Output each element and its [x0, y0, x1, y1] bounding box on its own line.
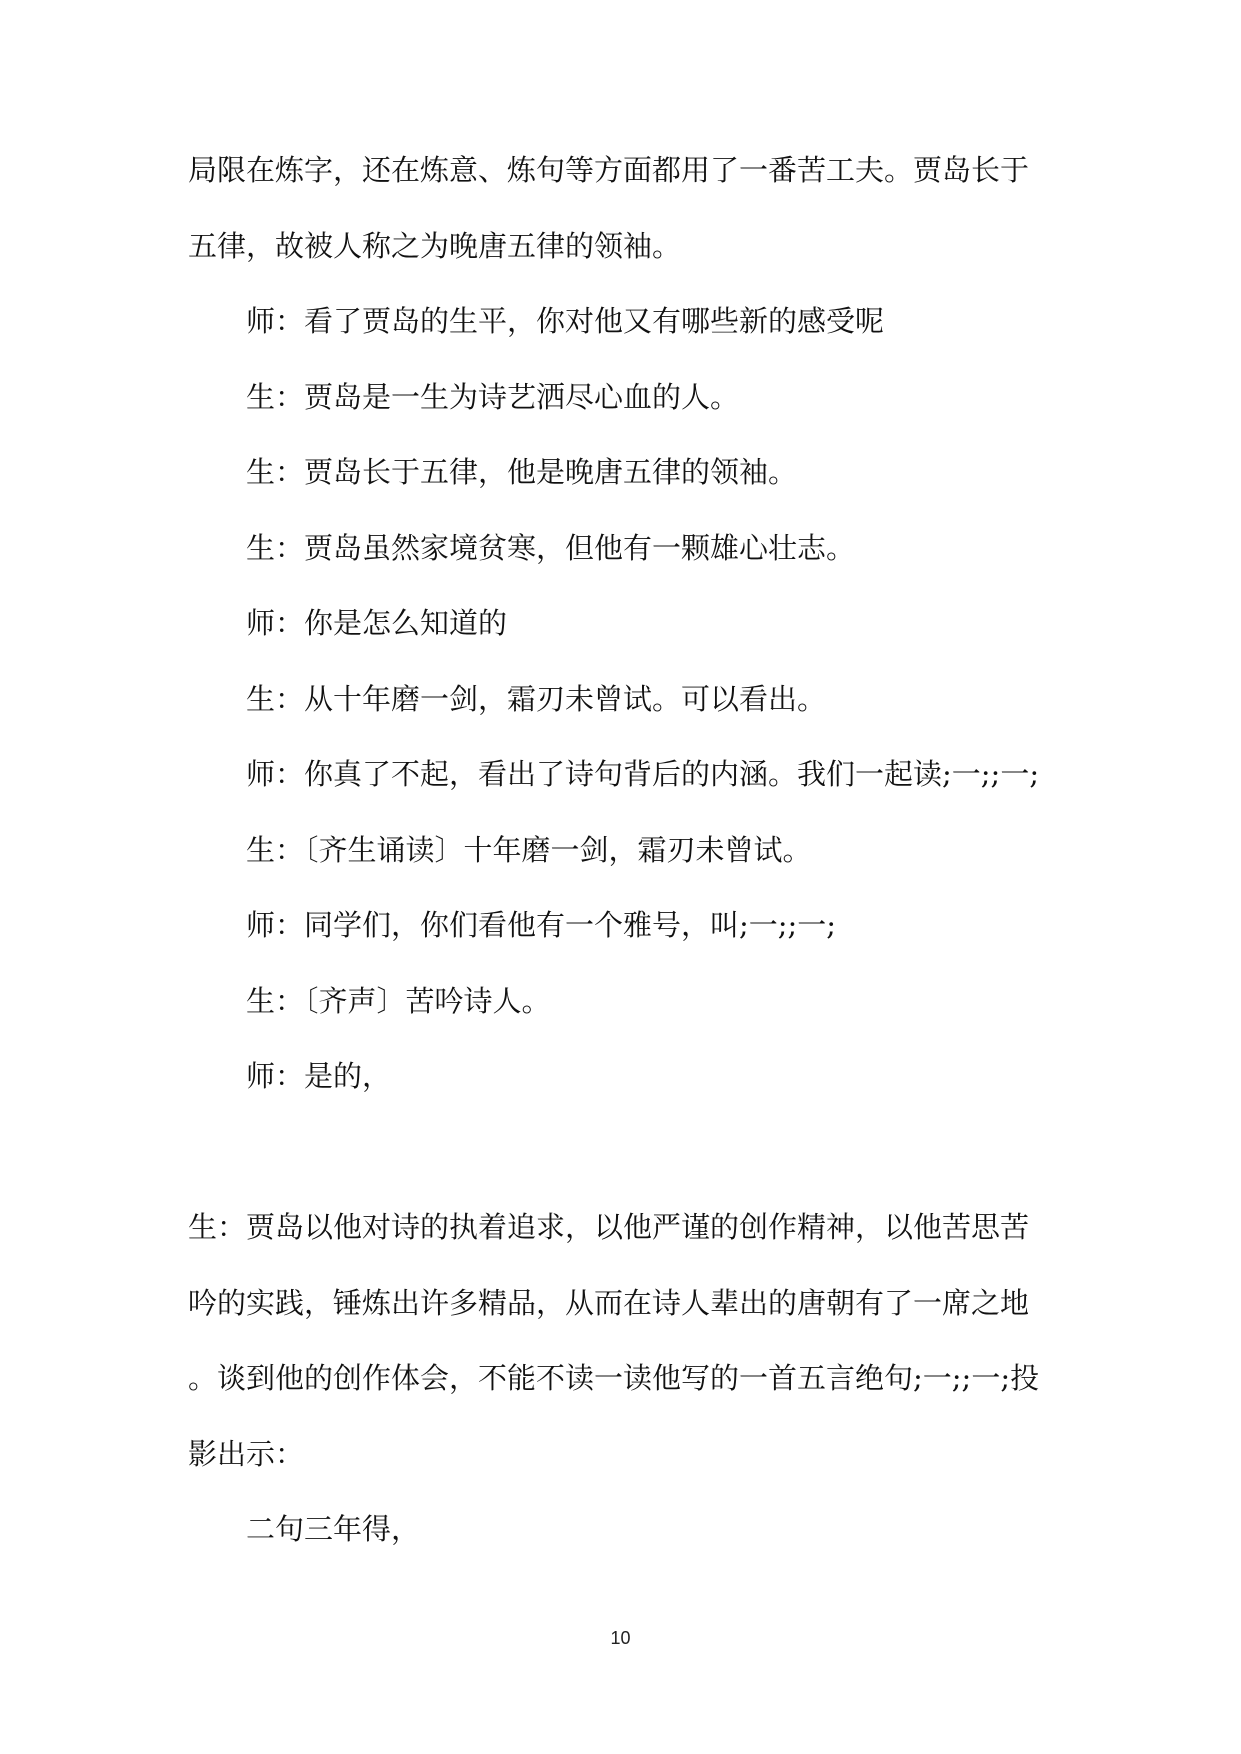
dialogue-student: [188, 662, 1033, 738]
dialogue-student: [188, 511, 1033, 587]
text-line: 生：贾岛以他对诗的执着追求，以他严谨的创作精神，以他苦思苦: [188, 1210, 1030, 1244]
dialogue-student: [188, 813, 1033, 889]
paragraph-gap: [188, 1115, 1033, 1191]
text-line: 生：贾岛长于五律，他是晚唐五律的领袖。: [246, 455, 798, 489]
text-line: 。谈到他的创作体会，不能不读一读他写的一首五言绝句;一;;一;投: [188, 1361, 1040, 1395]
paragraph-intro-continuation: [188, 133, 1033, 284]
text-line: 吟的实践，锤炼出许多精品，从而在诗人辈出的唐朝有了一席之地: [188, 1285, 1030, 1320]
text-line: 二句三年得，: [246, 1512, 421, 1546]
text-line: 影出示：: [188, 1436, 305, 1471]
text-line: 生：从十年磨一剑，霜刃未曾试。可以看出。: [246, 681, 827, 716]
text-line: 生：〔齐声〕苦吟诗人。: [246, 983, 551, 1018]
dialogue-student-long: [188, 1190, 1040, 1492]
dialogue-teacher: [188, 586, 1033, 662]
text-line: 生：贾岛是一生为诗艺洒尽心血的人。: [246, 379, 740, 414]
text-line: 局限在炼字，还在炼意、炼句等方面都用了一番苦工夫。贾岛长于: [188, 153, 1030, 187]
text-line: 师：看了贾岛的生平，你对他又有哪些新的感受呢: [246, 304, 885, 338]
text-line: 师：是的，: [246, 1059, 392, 1093]
dialogue-student: [188, 360, 1033, 436]
text-line: 师：你是怎么知道的: [246, 606, 508, 640]
text-line: 师：你真了不起，看出了诗句背后的内涵。我们一起读;一;;一;: [246, 757, 1040, 791]
text-line: 生：〔齐生诵读〕十年磨一剑，霜刃未曾试。: [246, 832, 812, 867]
page-body-text: [188, 133, 1040, 1568]
dialogue-teacher: [188, 737, 1040, 813]
dialogue-teacher: [188, 284, 1033, 360]
text-line: 师：同学们，你们看他有一个雅号，叫;一;;一;: [246, 908, 837, 942]
dialogue-teacher: [188, 888, 1033, 964]
dialogue-student: [188, 964, 1033, 1040]
text-line: 生：贾岛虽然家境贫寒，但他有一颗雄心壮志。: [246, 530, 856, 565]
dialogue-teacher: [188, 1039, 1033, 1115]
text-line: 五律，故被人称之为晚唐五律的领袖。: [188, 228, 682, 263]
poem-line: [188, 1492, 1033, 1568]
dialogue-student: [188, 435, 1033, 511]
page-number: 10: [610, 1628, 631, 1648]
